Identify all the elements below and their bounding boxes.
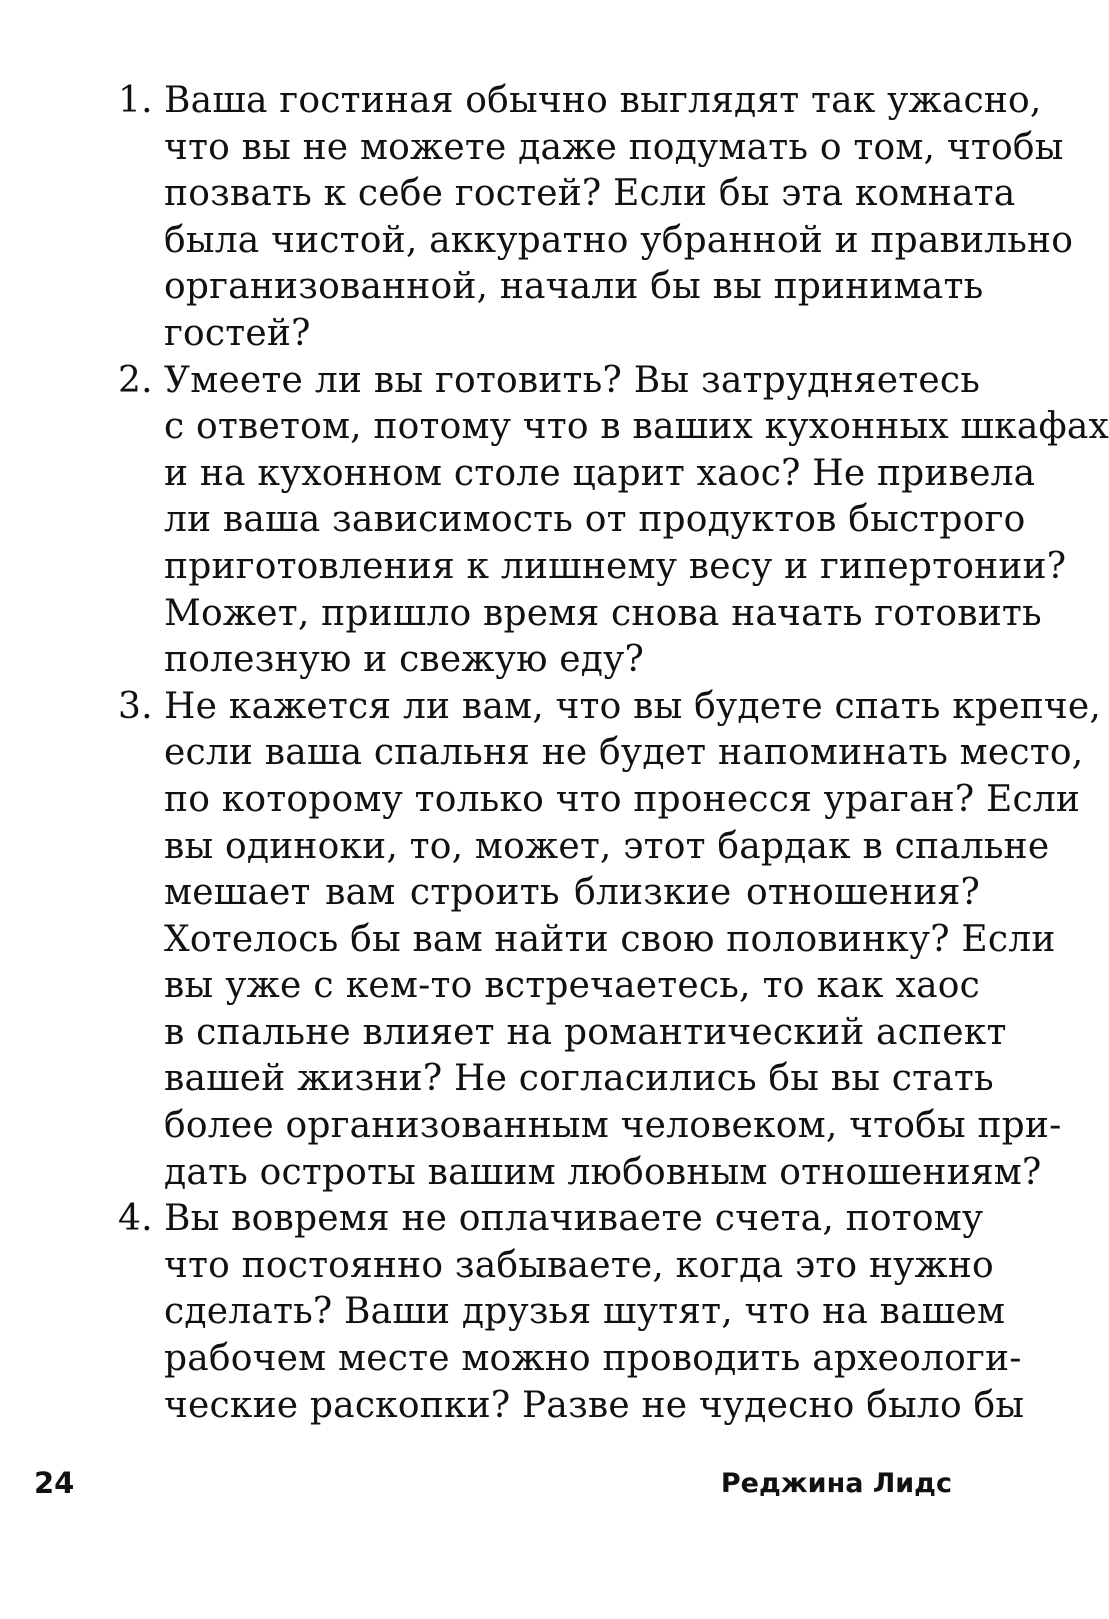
- text-line: вашей жизни? Не согласились бы вы стать: [164, 1058, 994, 1100]
- text-line: Не кажется ли вам, что вы будете спать крепче,: [164, 685, 1102, 727]
- text-line: ческие раскопки? Разве не чудесно было бы: [164, 1384, 1025, 1426]
- text-line: по которому только что пронесся ураган? Если: [164, 778, 1081, 820]
- list-item-2: [118, 358, 1109, 684]
- page-body: [118, 78, 1109, 1429]
- text-line: была чистой, аккуратно убранной и правильно: [164, 219, 1074, 261]
- item-number: 4.: [118, 1198, 153, 1240]
- text-line: вы одиноки, то, может, этот бардак в спальне: [164, 825, 1050, 867]
- text-line: в спальне влияет на романтический аспект: [164, 1011, 1007, 1053]
- text-line: вы уже с кем-то встречаетесь, то как хаос: [164, 965, 980, 1007]
- numbered-list: [118, 78, 1109, 1429]
- item-number: 1.: [118, 80, 153, 121]
- text-line: если ваша спальня не будет напоминать место,: [164, 732, 1084, 774]
- text-line: что постоянно забываете, когда это нужно: [164, 1244, 994, 1286]
- text-line: Может, пришло время снова начать готовить: [164, 592, 1042, 634]
- text-line: более организованным человеком, чтобы при-: [164, 1105, 1062, 1147]
- text-line: Ваша гостиная обычно выглядят так ужасно,: [164, 80, 1042, 121]
- text-line: рабочем месте можно проводить археологи-: [164, 1338, 1022, 1380]
- text-line: полезную и свежую еду?: [164, 639, 645, 681]
- list-item-4: [118, 1196, 1025, 1429]
- text-line: дать остроты вашим любовным отношениям?: [164, 1151, 1042, 1193]
- text-line: Хотелось бы вам найти свою половинку? Если: [164, 918, 1056, 960]
- text-line: приготовления к лишнему весу и гипертонии?: [164, 545, 1067, 587]
- text-line: и на кухонном столе царит хаос? Не привела: [164, 452, 1036, 494]
- text-line: сделать? Ваши друзья шутят, что на вашем: [164, 1291, 1006, 1333]
- text-line: позвать к себе гостей? Если бы эта комната: [164, 173, 1016, 215]
- text-line: ли ваша зависимость от продуктов быстрого: [164, 499, 1026, 541]
- text-line: Вы вовремя не оплачиваете счета, потому: [164, 1198, 984, 1240]
- text-line: что вы не можете даже подумать о том, чтобы: [164, 126, 1064, 168]
- running-footer-author: Реджина Лидс: [720, 1468, 952, 1499]
- text-line: с ответом, потому что в ваших кухонных шкафах: [164, 406, 1109, 448]
- text-line: организованной, начали бы вы принимать: [164, 266, 984, 308]
- text-line: гостей?: [164, 312, 311, 354]
- list-item-3: [118, 684, 1102, 1197]
- page-number: 24: [34, 1466, 75, 1500]
- item-number: 3.: [118, 685, 153, 727]
- list-item-1: [118, 78, 1074, 358]
- page-footer: [34, 1466, 952, 1506]
- text-line: Умеете ли вы готовить? Вы затрудняетесь: [164, 359, 980, 401]
- item-number: 2.: [118, 359, 153, 401]
- text-line: мешает вам строить близкие отношения?: [164, 872, 980, 914]
